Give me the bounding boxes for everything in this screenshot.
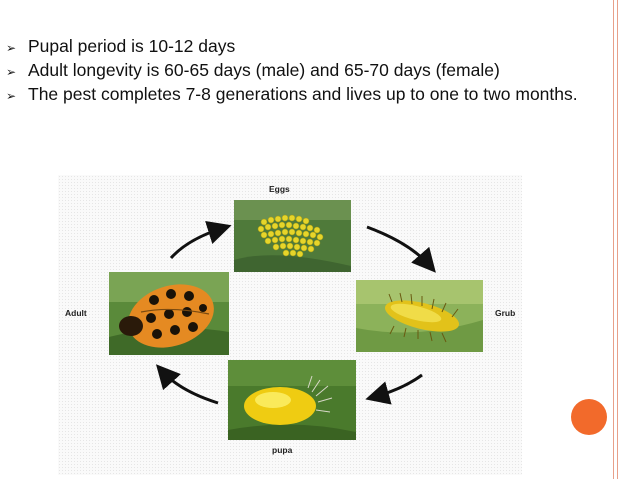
arrow-grub-to-pupa <box>374 375 422 397</box>
arrow-pupa-to-adult <box>162 371 218 403</box>
bullet-item <box>4 36 604 57</box>
bullet-arrow-icon: ➢ <box>6 89 17 103</box>
eggs-label: Eggs <box>269 184 290 194</box>
grub-label: Grub <box>495 308 516 318</box>
bullet-arrow-icon: ➢ <box>6 41 17 55</box>
cycle-arrows <box>58 175 522 475</box>
bullet-text: Adult longevity is 60-65 days (male) and 65-70 days (female) <box>28 60 500 80</box>
pupa-label: pupa <box>272 445 293 455</box>
life-cycle-figure <box>58 175 522 475</box>
right-border-line-inner <box>617 0 618 479</box>
bullet-text: Pupal period is 10-12 days <box>28 36 236 56</box>
arrow-eggs-to-grub <box>367 227 430 266</box>
adult-label: Adult <box>65 308 87 318</box>
arrow-adult-to-eggs <box>171 228 223 258</box>
bullet-text: The pest completes 7-8 generations and lives up to one to two months. <box>28 84 578 104</box>
bullet-list <box>4 36 604 108</box>
bullet-item <box>4 60 604 81</box>
right-border-line <box>613 0 614 479</box>
bullet-arrow-icon: ➢ <box>6 65 17 79</box>
bullet-item <box>4 84 604 105</box>
decorative-orange-circle <box>571 399 607 435</box>
